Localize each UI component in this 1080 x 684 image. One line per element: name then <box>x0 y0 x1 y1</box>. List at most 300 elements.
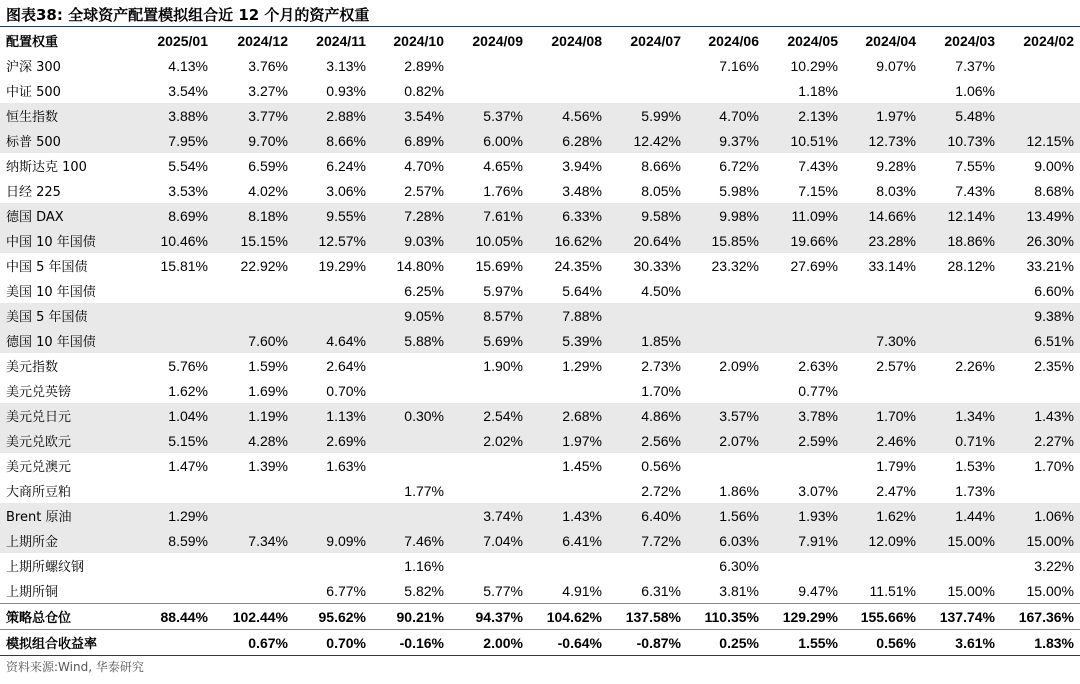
weight-cell <box>608 553 687 578</box>
weight-cell: 12.42% <box>608 128 687 153</box>
column-header-date: 2025/01 <box>157 32 208 49</box>
weight-cell: 3.53% <box>168 182 208 199</box>
weight-cell: 1.34% <box>922 403 1001 428</box>
weight-cell: 7.55% <box>955 157 995 174</box>
weight-cell: 0.70% <box>326 382 366 399</box>
weight-cell: 15.00% <box>1001 528 1080 553</box>
weight-cell <box>922 328 1001 353</box>
weight-cell <box>1001 53 1080 78</box>
weight-cell <box>844 553 922 578</box>
summary-value-cell: 102.44% <box>214 604 294 630</box>
column-header-date: 2024/11 <box>316 32 366 49</box>
weight-cell: 1.06% <box>1001 503 1080 528</box>
weight-cell: 1.97% <box>529 428 608 453</box>
table-row <box>0 428 1080 453</box>
weight-cell: 5.88% <box>372 328 450 353</box>
weight-cell: 9.98% <box>687 203 765 228</box>
weight-cell <box>529 553 608 578</box>
asset-name-cell: 日经 225 <box>6 185 61 200</box>
weight-cell <box>844 78 922 103</box>
weight-cell: 7.28% <box>372 203 450 228</box>
weight-cell: 9.37% <box>687 128 765 153</box>
summary-value-cell: 104.62% <box>529 604 608 630</box>
weight-cell <box>214 503 294 528</box>
source-note: 资料来源:Wind, 华泰研究 <box>6 660 144 674</box>
weight-cell: 3.74% <box>450 503 529 528</box>
asset-name-cell: 标普 500 <box>0 128 118 153</box>
weight-cell: 10.05% <box>450 228 529 253</box>
asset-name-cell: 德国 DAX <box>0 203 118 228</box>
weight-cell: 1.93% <box>765 503 844 528</box>
weight-cell: 8.68% <box>1034 182 1074 199</box>
figure-title: 图表38: 全球资产配置模拟组合近 12 个月的资产权重 <box>6 6 370 24</box>
weight-cell: 11.09% <box>765 203 844 228</box>
weight-cell: 23.28% <box>844 228 922 253</box>
summary-value-cell: 167.36% <box>1001 604 1080 630</box>
weight-cell <box>765 453 844 478</box>
weight-cell: 1.39% <box>248 457 288 474</box>
weight-cell: 16.62% <box>529 228 608 253</box>
weight-cell <box>294 553 372 578</box>
asset-name-cell: 大商所豆粕 <box>6 485 72 500</box>
weight-cell: 1.29% <box>562 357 602 374</box>
weight-cell: 2.09% <box>719 357 759 374</box>
weight-cell <box>1001 478 1080 503</box>
column-header-date: 2024/05 <box>787 32 838 49</box>
weight-cell: 3.78% <box>765 403 844 428</box>
weight-cell: 3.48% <box>562 182 602 199</box>
weight-cell <box>529 78 608 103</box>
weight-cell: 15.81% <box>160 257 208 274</box>
weight-cell: 6.33% <box>529 203 608 228</box>
weight-cell: 2.69% <box>294 428 372 453</box>
weight-cell: 7.43% <box>798 157 838 174</box>
weight-cell: 5.82% <box>404 582 444 599</box>
weight-cell: 2.63% <box>798 357 838 374</box>
summary-value-cell: 1.55% <box>765 630 844 656</box>
weight-cell: 15.85% <box>687 228 765 253</box>
weight-cell: 10.29% <box>790 57 838 74</box>
weight-cell: 3.94% <box>562 157 602 174</box>
weight-cell <box>687 378 765 403</box>
weight-cell <box>450 453 529 478</box>
column-header-date: 2024/03 <box>944 32 995 49</box>
summary-label-cell: 策略总仓位 <box>0 604 118 630</box>
weight-cell: 1.43% <box>1001 403 1080 428</box>
summary-value-cell: 1.83% <box>1001 630 1080 656</box>
weight-cell <box>450 553 529 578</box>
weight-cell: 2.89% <box>404 57 444 74</box>
weight-cell: 0.82% <box>404 82 444 99</box>
table-row <box>0 278 1080 303</box>
weight-cell <box>922 278 1001 303</box>
weight-cell: 23.32% <box>711 257 759 274</box>
weight-cell: 2.13% <box>765 103 844 128</box>
weight-cell: 4.13% <box>168 57 208 74</box>
weight-cell: 1.76% <box>483 182 523 199</box>
asset-name-cell: 美元兑日元 <box>0 403 118 428</box>
weight-cell <box>687 303 765 328</box>
weight-cell <box>294 503 372 528</box>
weight-cell: 2.54% <box>450 403 529 428</box>
weight-cell: 30.33% <box>633 257 681 274</box>
weight-cell: 5.48% <box>922 103 1001 128</box>
weight-cell <box>294 303 372 328</box>
weight-cell: 1.85% <box>608 328 687 353</box>
weight-cell: 1.06% <box>955 82 995 99</box>
weight-cell: 2.35% <box>1034 357 1074 374</box>
weight-cell: 4.70% <box>687 103 765 128</box>
weight-cell <box>450 478 529 503</box>
weight-cell: 6.40% <box>608 503 687 528</box>
weight-cell: 4.02% <box>248 182 288 199</box>
summary-value-cell: 95.62% <box>294 604 372 630</box>
summary-value-cell: 0.25% <box>687 630 765 656</box>
weight-cell: 22.92% <box>240 257 288 274</box>
table-row <box>0 453 1080 478</box>
weight-cell: 5.98% <box>719 182 759 199</box>
weight-cell: 8.05% <box>641 182 681 199</box>
weight-cell: 6.30% <box>719 557 759 574</box>
asset-name-cell: Brent 原油 <box>0 503 118 528</box>
weight-cell: 2.59% <box>765 428 844 453</box>
weight-cell: 14.66% <box>844 203 922 228</box>
weight-cell: 9.58% <box>608 203 687 228</box>
asset-name-cell: 美国 10 年国债 <box>6 285 96 300</box>
weight-cell: 7.91% <box>765 528 844 553</box>
weight-cell: 24.35% <box>554 257 602 274</box>
table-row <box>0 578 1080 604</box>
table-row <box>0 478 1080 503</box>
weight-cell <box>118 578 214 604</box>
weight-cell <box>450 378 529 403</box>
weight-cell: 5.99% <box>608 103 687 128</box>
weight-cell: 0.93% <box>326 82 366 99</box>
weight-cell: 1.18% <box>798 82 838 99</box>
weight-cell: 9.70% <box>214 128 294 153</box>
column-header-date: 2024/12 <box>237 32 288 49</box>
asset-name-cell: 上期所螺纹钢 <box>6 560 85 575</box>
column-header-date: 2024/09 <box>472 32 523 49</box>
weight-cell: 4.70% <box>404 157 444 174</box>
asset-name-cell: 美国 5 年国债 <box>0 303 118 328</box>
weight-cell: 5.39% <box>529 328 608 353</box>
weight-cell: 2.88% <box>294 103 372 128</box>
column-header-date: 2024/04 <box>865 32 916 49</box>
column-header-date: 2024/08 <box>551 32 602 49</box>
total-position-row <box>0 604 1080 630</box>
weight-cell <box>372 503 450 528</box>
weight-cell <box>529 378 608 403</box>
weight-cell <box>687 278 765 303</box>
weight-cell <box>372 428 450 453</box>
weight-cell <box>214 578 294 604</box>
table-row <box>0 503 1080 528</box>
summary-value-cell: 0.56% <box>844 630 922 656</box>
weight-cell: 6.03% <box>687 528 765 553</box>
weight-cell: 2.64% <box>326 357 366 374</box>
weight-cell: 3.13% <box>326 57 366 74</box>
weight-cell: 1.13% <box>294 403 372 428</box>
weight-cell: 1.70% <box>844 403 922 428</box>
weight-cell: 1.62% <box>168 382 208 399</box>
weight-cell: 1.53% <box>955 457 995 474</box>
weight-cell: 9.07% <box>876 57 916 74</box>
weight-cell <box>687 78 765 103</box>
summary-value-cell: 0.67% <box>214 630 294 656</box>
weight-cell: 1.59% <box>248 357 288 374</box>
weight-cell: 0.71% <box>922 428 1001 453</box>
weight-cell: 11.51% <box>869 582 916 599</box>
asset-name-cell: 纳斯达克 100 <box>6 160 87 175</box>
weight-cell: 2.27% <box>1001 428 1080 453</box>
weight-cell: 4.28% <box>214 428 294 453</box>
asset-name-cell: 上期所铜 <box>6 585 59 600</box>
weight-cell: 20.64% <box>608 228 687 253</box>
table-row <box>0 253 1080 278</box>
weight-cell: 1.29% <box>118 503 214 528</box>
weight-cell: 5.54% <box>168 157 208 174</box>
weight-cell: 12.15% <box>1001 128 1080 153</box>
weight-cell: 9.09% <box>294 528 372 553</box>
weight-cell: 5.37% <box>450 103 529 128</box>
weight-cell: 0.56% <box>641 457 681 474</box>
summary-value-cell: -0.64% <box>529 630 608 656</box>
table-row <box>0 178 1080 203</box>
weight-cell: 1.43% <box>529 503 608 528</box>
asset-name-cell: 美元兑英镑 <box>6 385 72 400</box>
table-row <box>0 553 1080 578</box>
summary-value-cell: 110.35% <box>687 604 765 630</box>
weight-cell: 1.04% <box>118 403 214 428</box>
weight-cell: 5.76% <box>168 357 208 374</box>
weight-cell <box>214 303 294 328</box>
portfolio-return-row <box>0 630 1080 656</box>
summary-value-cell: 0.70% <box>294 630 372 656</box>
asset-name-cell: 沪深 300 <box>6 60 61 75</box>
weight-cell <box>118 303 214 328</box>
weight-cell: 9.47% <box>798 582 838 599</box>
weight-cell: 7.95% <box>118 128 214 153</box>
weight-cell <box>922 378 1001 403</box>
weight-cell <box>687 453 765 478</box>
weight-cell <box>765 328 844 353</box>
weight-cell: 15.15% <box>214 228 294 253</box>
weight-cell: 5.64% <box>562 282 602 299</box>
table-row <box>0 128 1080 153</box>
asset-name-cell: 上期所金 <box>0 528 118 553</box>
asset-name-cell: 中国 5 年国债 <box>6 260 88 275</box>
weight-cell: 2.46% <box>844 428 922 453</box>
weight-cell: 6.89% <box>372 128 450 153</box>
weight-cell: 1.63% <box>326 457 366 474</box>
summary-value-cell <box>118 630 214 656</box>
weight-cell: 3.57% <box>687 403 765 428</box>
column-header-label: 配置权重 <box>6 35 59 50</box>
asset-name-cell: 中国 10 年国债 <box>0 228 118 253</box>
weight-cell: 15.69% <box>475 257 523 274</box>
table-row <box>0 78 1080 103</box>
weight-cell: 3.54% <box>372 103 450 128</box>
weight-cell: 4.65% <box>483 157 523 174</box>
weight-cell: 9.03% <box>372 228 450 253</box>
weight-cell: 0.77% <box>798 382 838 399</box>
summary-value-cell: -0.87% <box>608 630 687 656</box>
weight-cell: 1.62% <box>844 503 922 528</box>
weight-cell <box>687 328 765 353</box>
weight-cell: 7.37% <box>955 57 995 74</box>
asset-name-cell: 中证 500 <box>6 85 61 100</box>
weight-cell: 1.70% <box>1034 457 1074 474</box>
weight-cell <box>1001 103 1080 128</box>
weight-cell: 28.12% <box>947 257 995 274</box>
weight-cell: 4.56% <box>529 103 608 128</box>
weight-cell <box>118 553 214 578</box>
weight-cell: 10.51% <box>765 128 844 153</box>
summary-value-cell: 3.61% <box>922 630 1001 656</box>
weight-cell: 9.28% <box>876 157 916 174</box>
weight-cell <box>1001 378 1080 403</box>
weight-cell: 33.21% <box>1026 257 1074 274</box>
weight-cell: 19.29% <box>318 257 366 274</box>
weight-cell <box>372 453 450 478</box>
weight-cell: 26.30% <box>1001 228 1080 253</box>
weight-cell: 1.47% <box>168 457 208 474</box>
weight-cell: 3.06% <box>326 182 366 199</box>
weight-cell <box>118 328 214 353</box>
weight-cell: 7.61% <box>450 203 529 228</box>
weight-cell: 2.56% <box>608 428 687 453</box>
weight-cell: 2.47% <box>876 482 916 499</box>
weight-cell: 7.30% <box>844 328 922 353</box>
column-header-date: 2024/07 <box>630 32 681 49</box>
weight-cell: 7.15% <box>798 182 838 199</box>
weight-cell: 8.69% <box>118 203 214 228</box>
weight-cell <box>450 53 529 78</box>
weight-cell: 2.73% <box>641 357 681 374</box>
weight-cell: 4.64% <box>294 328 372 353</box>
weight-cell: 2.57% <box>876 357 916 374</box>
weight-cell: 1.69% <box>248 382 288 399</box>
weight-cell <box>922 303 1001 328</box>
weight-cell: 8.03% <box>876 182 916 199</box>
weight-cell: 7.16% <box>719 57 759 74</box>
weight-cell <box>214 478 294 503</box>
weight-cell: 6.00% <box>450 128 529 153</box>
weight-cell: 1.97% <box>844 103 922 128</box>
weight-cell: 15.00% <box>922 528 1001 553</box>
weight-cell: 15.00% <box>947 582 995 599</box>
weight-cell <box>118 278 214 303</box>
weight-cell: 6.59% <box>248 157 288 174</box>
weight-cell <box>608 53 687 78</box>
weight-cell <box>844 378 922 403</box>
weight-cell: 2.72% <box>641 482 681 499</box>
summary-value-cell: 137.74% <box>922 604 1001 630</box>
weight-cell: 4.91% <box>562 582 602 599</box>
summary-value-cell: 155.66% <box>844 604 922 630</box>
weight-cell: 1.56% <box>687 503 765 528</box>
summary-value-cell: -0.16% <box>372 630 450 656</box>
weight-cell <box>922 553 1001 578</box>
summary-value-cell: 129.29% <box>765 604 844 630</box>
weight-cell: 9.38% <box>1001 303 1080 328</box>
weight-cell: 8.59% <box>118 528 214 553</box>
asset-name-cell: 德国 10 年国债 <box>0 328 118 353</box>
weight-cell <box>1001 78 1080 103</box>
table-row <box>0 153 1080 178</box>
summary-value-cell: 88.44% <box>118 604 214 630</box>
summary-value-cell: 137.58% <box>608 604 687 630</box>
table-row <box>0 303 1080 328</box>
weight-cell: 0.30% <box>372 403 450 428</box>
weight-cell <box>372 353 450 378</box>
weight-cell: 13.49% <box>1001 203 1080 228</box>
weight-cell: 1.16% <box>404 557 444 574</box>
weight-cell: 3.07% <box>798 482 838 499</box>
weight-cell: 5.15% <box>118 428 214 453</box>
weight-cell <box>294 278 372 303</box>
weight-cell <box>844 303 922 328</box>
weight-cell: 9.00% <box>1034 157 1074 174</box>
weight-cell: 6.25% <box>404 282 444 299</box>
table-row <box>0 103 1080 128</box>
weight-cell: 7.72% <box>608 528 687 553</box>
weight-cell: 6.51% <box>1001 328 1080 353</box>
title-divider <box>0 26 1080 27</box>
weight-cell: 6.77% <box>326 582 366 599</box>
weight-cell: 2.57% <box>404 182 444 199</box>
weight-cell: 19.66% <box>765 228 844 253</box>
weight-cell <box>765 553 844 578</box>
asset-weight-table <box>0 28 1080 656</box>
weight-cell <box>372 378 450 403</box>
weight-cell: 8.57% <box>450 303 529 328</box>
table-row <box>0 228 1080 253</box>
weight-cell: 6.24% <box>326 157 366 174</box>
weight-cell: 1.73% <box>955 482 995 499</box>
weight-cell: 33.14% <box>868 257 916 274</box>
weight-cell: 8.66% <box>294 128 372 153</box>
weight-cell: 4.50% <box>641 282 681 299</box>
weight-cell: 6.41% <box>529 528 608 553</box>
weight-cell <box>450 78 529 103</box>
weight-cell <box>294 478 372 503</box>
weight-cell: 3.76% <box>248 57 288 74</box>
weight-cell: 5.77% <box>483 582 523 599</box>
weight-cell: 6.31% <box>641 582 681 599</box>
table-row <box>0 203 1080 228</box>
weight-cell: 3.27% <box>248 82 288 99</box>
weight-cell <box>765 303 844 328</box>
weight-cell: 9.05% <box>372 303 450 328</box>
weight-cell <box>608 78 687 103</box>
weight-cell: 1.77% <box>404 482 444 499</box>
weight-cell: 1.79% <box>876 457 916 474</box>
weight-cell <box>214 278 294 303</box>
weight-cell: 12.14% <box>922 203 1001 228</box>
weight-cell: 10.73% <box>922 128 1001 153</box>
weight-cell <box>118 478 214 503</box>
weight-cell: 3.88% <box>118 103 214 128</box>
column-header-date: 2024/10 <box>393 32 444 49</box>
weight-cell: 2.02% <box>450 428 529 453</box>
column-header-date: 2024/02 <box>1023 32 1074 49</box>
weight-cell <box>608 303 687 328</box>
weight-cell: 14.80% <box>396 257 444 274</box>
weight-cell: 4.86% <box>608 403 687 428</box>
weight-cell: 1.86% <box>719 482 759 499</box>
